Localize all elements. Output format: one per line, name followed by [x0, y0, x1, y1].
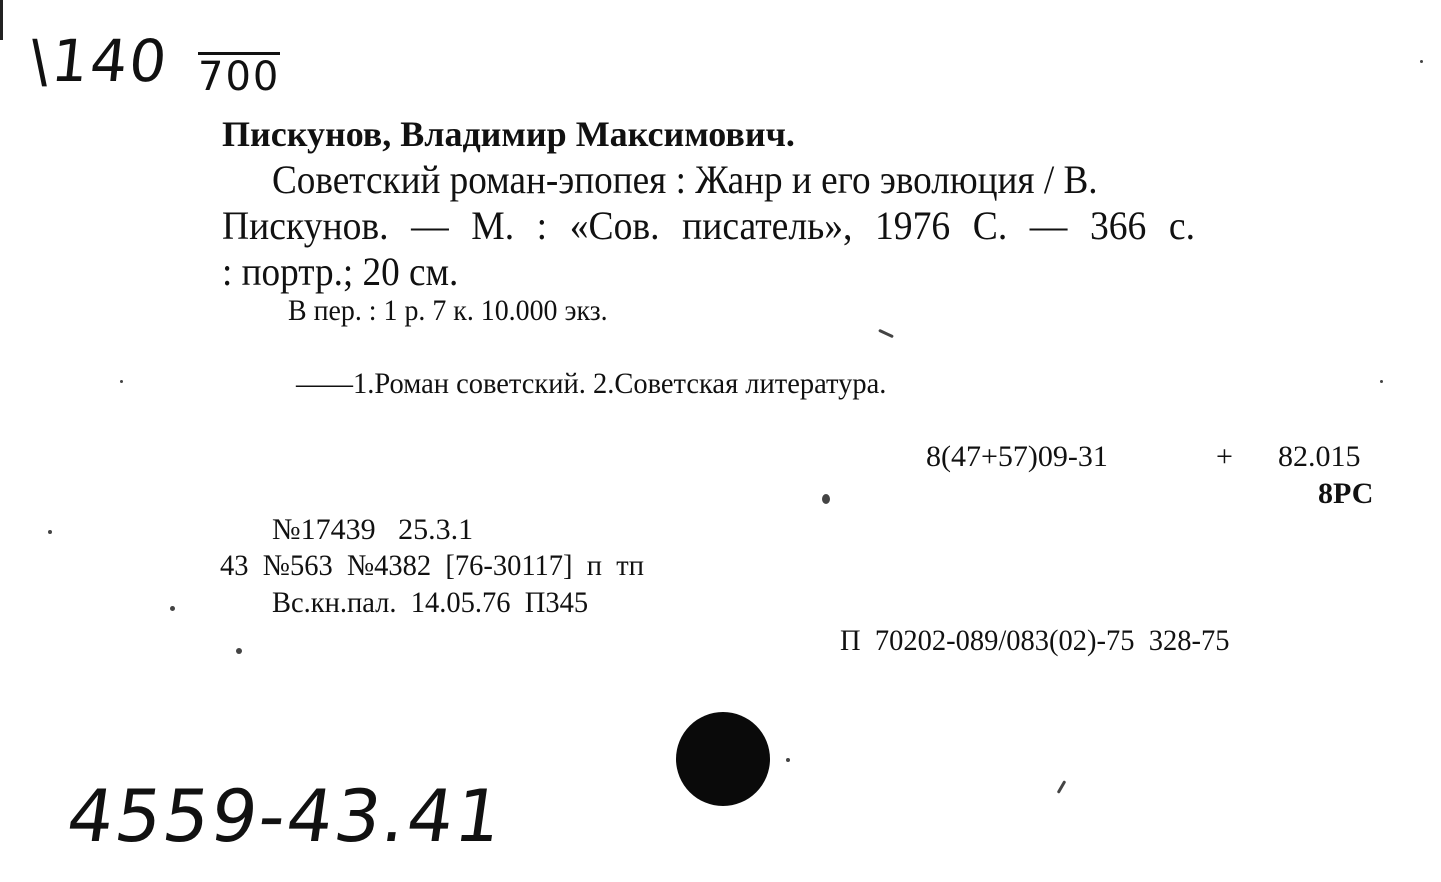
speck: [822, 494, 830, 504]
printing-line-3: Вс.кн.пал. 14.05.76 П345: [272, 586, 589, 619]
title-line-3: : портр.; 20 см.: [222, 249, 459, 294]
index-code: П 70202-089/083(02)-75 328-75: [840, 624, 1230, 657]
bbk-code-2: 8РС: [1318, 477, 1374, 510]
speck: [236, 648, 242, 654]
udc-code: 8(47+57)09-31: [926, 440, 1108, 473]
bbk-code: 82.015: [1278, 440, 1361, 473]
handwritten-inventory-number: 4559-43.41: [62, 774, 510, 858]
speck: [1057, 780, 1067, 794]
title-line-1: Советский роман-эпопея : Жанр и его эволюция / В.: [272, 157, 1098, 202]
printing-line-1: №17439 25.3.1: [272, 513, 474, 546]
speck: [1420, 60, 1423, 63]
speck: [48, 530, 52, 534]
subject-headings: ——1.Роман советский. 2.Советская литература.: [296, 367, 887, 400]
printing-line-2: 43 №563 №4382 [76-30117] п тп: [220, 549, 645, 582]
speck: [120, 380, 123, 383]
punch-hole: [676, 712, 770, 806]
binding-price: В пер. : 1 р. 7 к. 10.000 экз.: [288, 294, 608, 327]
speck: [170, 606, 175, 611]
author-heading: Пискунов, Владимир Максимович.: [222, 114, 795, 154]
speck: [786, 758, 790, 762]
title-line-2: Пискунов. — М. : «Сов. писатель», 1976 С. — 366 с.: [222, 203, 1196, 248]
speck: [1380, 380, 1383, 383]
handwritten-shelf-code: \140: [26, 27, 172, 95]
handwritten-shelf-code-sup: 700: [198, 54, 281, 100]
speck: [878, 329, 894, 338]
classification-plus: +: [1216, 440, 1233, 473]
scan-edge-mark: [0, 0, 3, 40]
